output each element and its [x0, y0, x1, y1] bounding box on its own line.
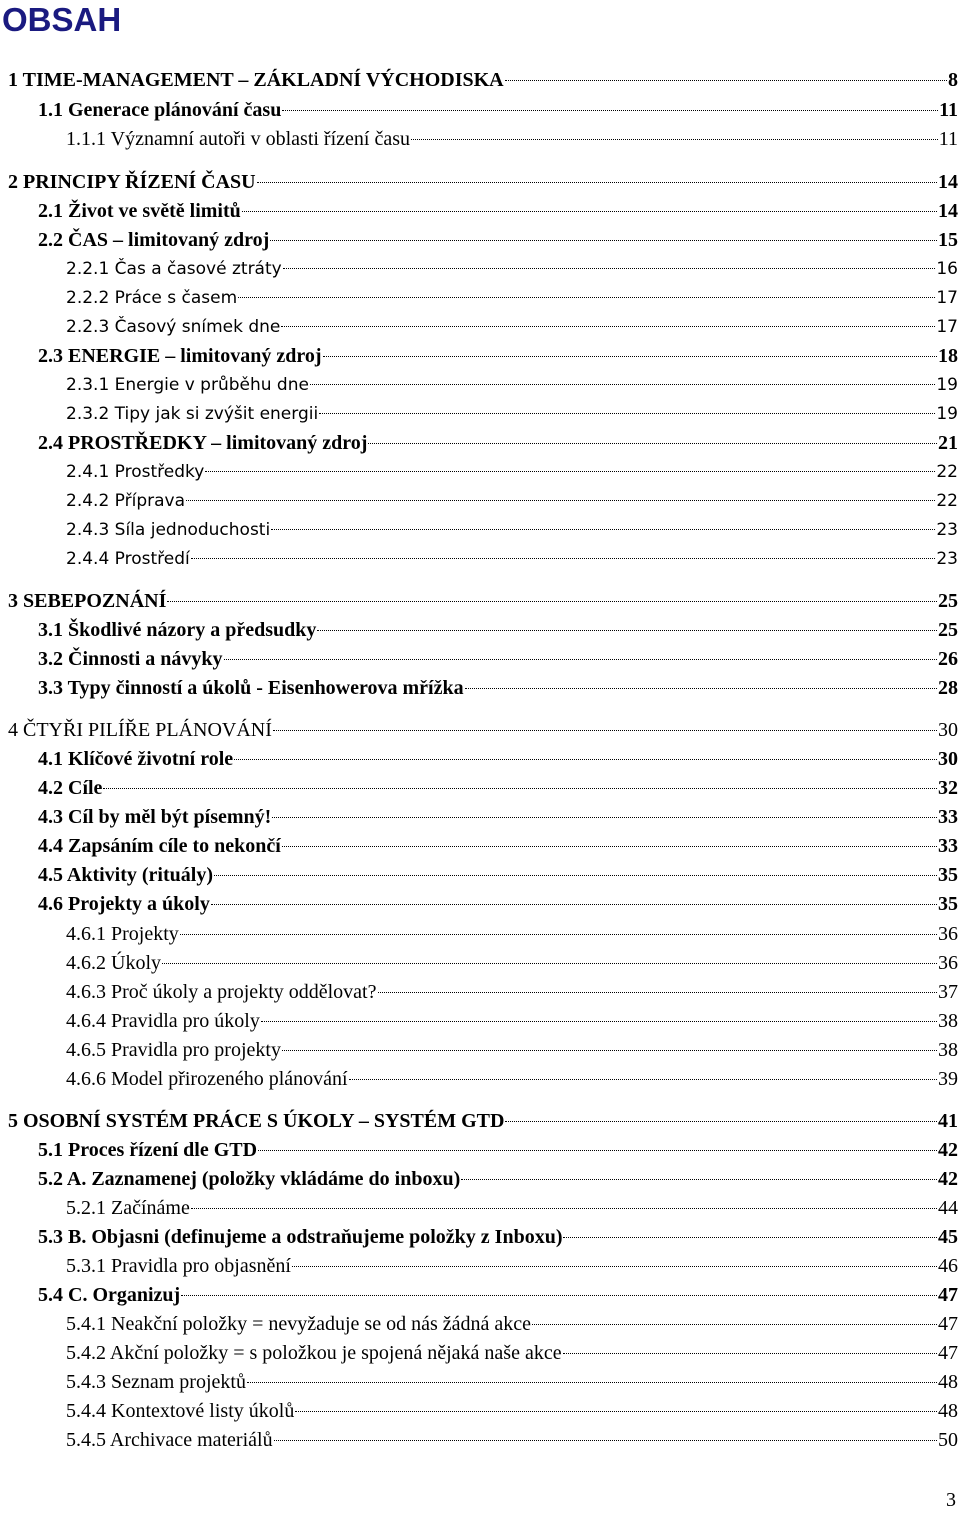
toc-entry-label: 5.4.2 Akční položky = s položkou je spojená nějaká naše akce [66, 1342, 562, 1364]
dot-leader [242, 211, 937, 212]
toc-entry-page: 42 [938, 1168, 958, 1190]
toc-entry[interactable] [38, 429, 958, 457]
dot-leader [310, 384, 935, 385]
dot-leader [224, 659, 938, 660]
toc-entry-page: 44 [938, 1197, 958, 1219]
toc-entry-page: 33 [938, 835, 958, 857]
toc-entry-page: 32 [938, 777, 958, 799]
toc-entry[interactable] [66, 458, 958, 486]
dot-leader [368, 443, 937, 444]
toc-entry[interactable] [38, 832, 958, 860]
toc-entry-label: 5.4.4 Kontextové listy úkolů [66, 1400, 295, 1422]
toc-entry-page: 37 [938, 981, 958, 1003]
dot-leader [272, 817, 937, 818]
dot-leader [505, 80, 947, 81]
toc-entry-page: 19 [936, 404, 958, 424]
toc-entry[interactable] [66, 313, 958, 341]
toc-entry-page: 17 [936, 288, 958, 308]
toc-entry-page: 36 [938, 923, 958, 945]
dot-leader [270, 240, 937, 241]
toc-entry-page: 15 [938, 229, 958, 251]
dot-leader [167, 601, 937, 602]
toc-entry-page: 48 [938, 1371, 958, 1393]
toc-entry-label: 4.5 Aktivity (rituály) [38, 864, 213, 886]
toc-entry-label: 4.1 Klíčové životní role [38, 748, 234, 770]
toc-entry-page: 28 [938, 677, 958, 699]
toc-entry[interactable] [8, 168, 958, 196]
toc-entry-page: 50 [938, 1429, 958, 1451]
toc-entry-label: 5.3.1 Pravidla pro objasnění [66, 1255, 291, 1277]
dot-leader [292, 1266, 937, 1267]
dot-leader [563, 1237, 937, 1238]
toc-entry[interactable] [38, 774, 958, 802]
toc-entry-page: 45 [938, 1226, 958, 1248]
dot-leader [257, 182, 937, 183]
dot-leader [532, 1324, 937, 1325]
toc-entry-label: 5.1 Proces řízení dle GTD [38, 1139, 258, 1161]
toc-entry-label: 4.6.5 Pravidla pro projekty [66, 1039, 281, 1061]
toc-entry[interactable] [66, 1397, 958, 1425]
toc-entry-label: 2.4 PROSTŘEDKY – limitovaný zdroj [38, 432, 368, 454]
dot-leader [465, 688, 937, 689]
toc-entry-page: 14 [938, 171, 958, 193]
dot-leader [180, 934, 937, 935]
dot-leader [238, 297, 935, 298]
toc-entry-label: 2.4.4 Prostředí [66, 549, 190, 569]
toc-entry-page: 47 [938, 1313, 958, 1335]
toc-entry[interactable] [66, 949, 958, 977]
toc-entry-page: 26 [938, 648, 958, 670]
dot-leader [461, 1179, 937, 1180]
dot-leader [271, 529, 935, 530]
toc-entry-page: 23 [936, 549, 958, 569]
dot-leader [274, 1440, 937, 1441]
toc-entry[interactable] [66, 284, 958, 312]
dot-leader [295, 1411, 937, 1412]
toc-entry-label: 2.2 ČAS – limitovaný zdroj [38, 229, 270, 251]
toc-entry-label: 2.2.1 Čas a časové ztráty [66, 259, 282, 279]
dot-leader [283, 268, 936, 269]
toc-entry-page: 47 [938, 1284, 958, 1306]
page-number: 3 [946, 1489, 956, 1511]
toc-entry[interactable] [8, 1107, 958, 1135]
toc-entry[interactable] [66, 978, 958, 1006]
dot-leader [258, 1150, 937, 1151]
dot-leader [505, 1121, 937, 1122]
toc-entry-page: 14 [938, 200, 958, 222]
toc-entry-label: 2.4.3 Síla jednoduchosti [66, 520, 271, 540]
dot-leader [186, 500, 935, 501]
dot-leader [103, 788, 937, 789]
toc-entry-page: 41 [938, 1110, 958, 1132]
toc-entry-page: 42 [938, 1139, 958, 1161]
toc-entry-label: 2 PRINCIPY ŘÍZENÍ ČASU [8, 171, 256, 193]
dot-leader [261, 1021, 937, 1022]
toc-entry[interactable] [38, 197, 958, 225]
toc-entry-label: 5.4 C. Organizuj [38, 1284, 181, 1306]
toc-entry-label: 5 OSOBNÍ SYSTÉM PRÁCE S ÚKOLY – SYSTÉM GTD [8, 1110, 505, 1132]
dot-leader [162, 963, 937, 964]
toc-entry-label: 5.4.5 Archivace materiálů [66, 1429, 273, 1451]
toc-entry-label: 3.2 Činnosti a návyky [38, 648, 223, 670]
toc-entry[interactable] [38, 1136, 958, 1164]
toc-entry[interactable] [38, 342, 958, 370]
dot-leader [317, 630, 937, 631]
toc-entry-page: 39 [938, 1068, 958, 1090]
toc-entry-label: 5.2.1 Začínáme [66, 1197, 190, 1219]
dot-leader [411, 139, 938, 140]
dot-leader [211, 904, 937, 905]
toc-entry-page: 19 [936, 375, 958, 395]
toc-entry-page: 8 [948, 69, 958, 91]
toc-entry-label: 4.6 Projekty a úkoly [38, 893, 210, 915]
toc-entry[interactable] [66, 1368, 958, 1396]
toc-entry[interactable] [66, 1339, 958, 1367]
dot-leader [214, 875, 937, 876]
toc-entry-page: 30 [938, 719, 958, 741]
toc-entry[interactable] [66, 1036, 958, 1064]
dot-leader [349, 1079, 937, 1080]
toc-entry-page: 23 [936, 520, 958, 540]
toc-entry[interactable] [38, 1223, 958, 1251]
toc-entry[interactable] [8, 66, 958, 94]
toc-entry-label: 4.2 Cíle [38, 777, 103, 799]
toc-entry[interactable] [66, 255, 958, 283]
toc-entry[interactable] [8, 716, 958, 744]
toc-entry-label: 2.3.1 Energie v průběhu dne [66, 375, 309, 395]
toc-entry-page: 35 [938, 864, 958, 886]
toc-entry-label: 1.1 Generace plánování času [38, 99, 282, 121]
toc-entry-page: 48 [938, 1400, 958, 1422]
toc-entry-page: 38 [938, 1010, 958, 1032]
dot-leader [234, 759, 937, 760]
toc-entry-page: 46 [938, 1255, 958, 1277]
toc-entry-label: 3.1 Škodlivé názory a předsudky [38, 619, 317, 641]
toc-entry-label: 4.6.6 Model přirozeného plánování [66, 1068, 348, 1090]
toc-entry[interactable] [66, 400, 958, 428]
toc-entry[interactable] [66, 920, 958, 948]
toc-entry-page: 22 [936, 462, 958, 482]
dot-leader [247, 1382, 937, 1383]
toc-entry[interactable] [38, 1281, 958, 1309]
toc-entry-page: 11 [938, 128, 958, 150]
toc-entry-label: 2.3 ENERGIE – limitovaný zdroj [38, 345, 322, 367]
toc-entry-label: 1.1.1 Významní autoři v oblasti řízení času [66, 128, 410, 150]
toc-entry-page: 16 [936, 259, 958, 279]
toc-entry-page: 17 [936, 317, 958, 337]
toc-entry-label: 1 TIME-MANAGEMENT – ZÁKLADNÍ VÝCHODISKA [8, 69, 504, 91]
dot-leader [282, 846, 937, 847]
dot-leader [181, 1295, 937, 1296]
toc-entry[interactable] [38, 1165, 958, 1193]
dot-leader [563, 1353, 937, 1354]
toc-entry-label: 5.4.3 Seznam projektů [66, 1371, 246, 1393]
toc-entry[interactable] [66, 1194, 958, 1222]
toc-entry[interactable] [66, 371, 958, 399]
toc-entry-label: 5.4.1 Neakční položky = nevyžaduje se od nás žádná akce [66, 1313, 531, 1335]
toc-entry[interactable] [38, 745, 958, 773]
toc-entry-page: 11 [939, 99, 958, 121]
dot-leader [191, 1208, 937, 1209]
toc-entry-page: 38 [938, 1039, 958, 1061]
toc-entry-label: 5.2 A. Zaznamenej (položky vkládáme do inboxu) [38, 1168, 461, 1190]
dot-leader [273, 730, 937, 731]
toc-entry-label: 4.6.3 Proč úkoly a projekty oddělovat? [66, 981, 377, 1003]
toc-entry[interactable] [66, 125, 958, 153]
toc-entry[interactable] [38, 674, 958, 702]
toc-entry-page: 36 [938, 952, 958, 974]
toc-entry-label: 2.4.1 Prostředky [66, 462, 205, 482]
toc-entry[interactable] [8, 587, 958, 615]
dot-leader [323, 356, 937, 357]
dot-leader [282, 110, 938, 111]
toc-entry-page: 35 [938, 893, 958, 915]
toc-entry-page: 25 [938, 590, 958, 612]
toc-entry-label: 3 SEBEPOZNÁNÍ [8, 590, 167, 612]
toc-entry-label: 4.6.4 Pravidla pro úkoly [66, 1010, 260, 1032]
toc-entry-label: 2.2.2 Práce s časem [66, 288, 238, 308]
toc-entry[interactable] [66, 1426, 958, 1454]
dot-leader [191, 558, 936, 559]
toc-entry[interactable] [66, 1310, 958, 1338]
toc-entry[interactable] [66, 516, 958, 544]
toc-entry-label: 4.6.1 Projekty [66, 923, 179, 945]
toc-entry-label: 4.6.2 Úkoly [66, 952, 161, 974]
toc-entry-page: 33 [938, 806, 958, 828]
toc-entry[interactable] [66, 487, 958, 515]
toc-entry-label: 2.1 Život ve světě limitů [38, 200, 241, 222]
dot-leader [378, 992, 938, 993]
toc-entry[interactable] [38, 96, 958, 124]
toc-entry[interactable] [66, 545, 958, 573]
dot-leader [319, 413, 935, 414]
toc-entry-label: 3.3 Typy činností a úkolů - Eisenhowerova mřížka [38, 677, 464, 699]
toc-entry[interactable] [66, 1007, 958, 1035]
dot-leader [205, 471, 935, 472]
toc-entry-label: 2.4.2 Příprava [66, 491, 185, 511]
page-title: OBSAH [2, 1, 122, 38]
toc-entry[interactable] [38, 616, 958, 644]
toc-entry[interactable] [38, 861, 958, 889]
toc-entry-page: 21 [938, 432, 958, 454]
toc-entry-label: 4.4 Zapsáním cíle to nekončí [38, 835, 281, 857]
toc-entry[interactable] [38, 226, 958, 254]
toc-entry[interactable] [38, 803, 958, 831]
toc-entry-page: 47 [938, 1342, 958, 1364]
dot-leader [281, 326, 935, 327]
toc-entry-page: 30 [938, 748, 958, 770]
toc-entry-label: 2.2.3 Časový snímek dne [66, 317, 281, 337]
toc-entry-label: 4 ČTYŘI PILÍŘE PLÁNOVÁNÍ [8, 719, 272, 741]
dot-leader [282, 1050, 937, 1051]
toc-entry[interactable] [66, 1252, 958, 1280]
toc-entry[interactable] [66, 1065, 958, 1093]
toc-entry-label: 4.3 Cíl by měl být písemný! [38, 806, 272, 828]
toc-entry-label: 5.3 B. Objasni (definujeme a odstraňujeme položky z Inboxu) [38, 1226, 563, 1248]
toc-entry[interactable] [38, 890, 958, 918]
toc-entry-page: 25 [938, 619, 958, 641]
toc-entry-page: 22 [936, 491, 958, 511]
toc-entry-page: 18 [938, 345, 958, 367]
toc-entry-label: 2.3.2 Tipy jak si zvýšit energii [66, 404, 319, 424]
toc-entry[interactable] [38, 645, 958, 673]
